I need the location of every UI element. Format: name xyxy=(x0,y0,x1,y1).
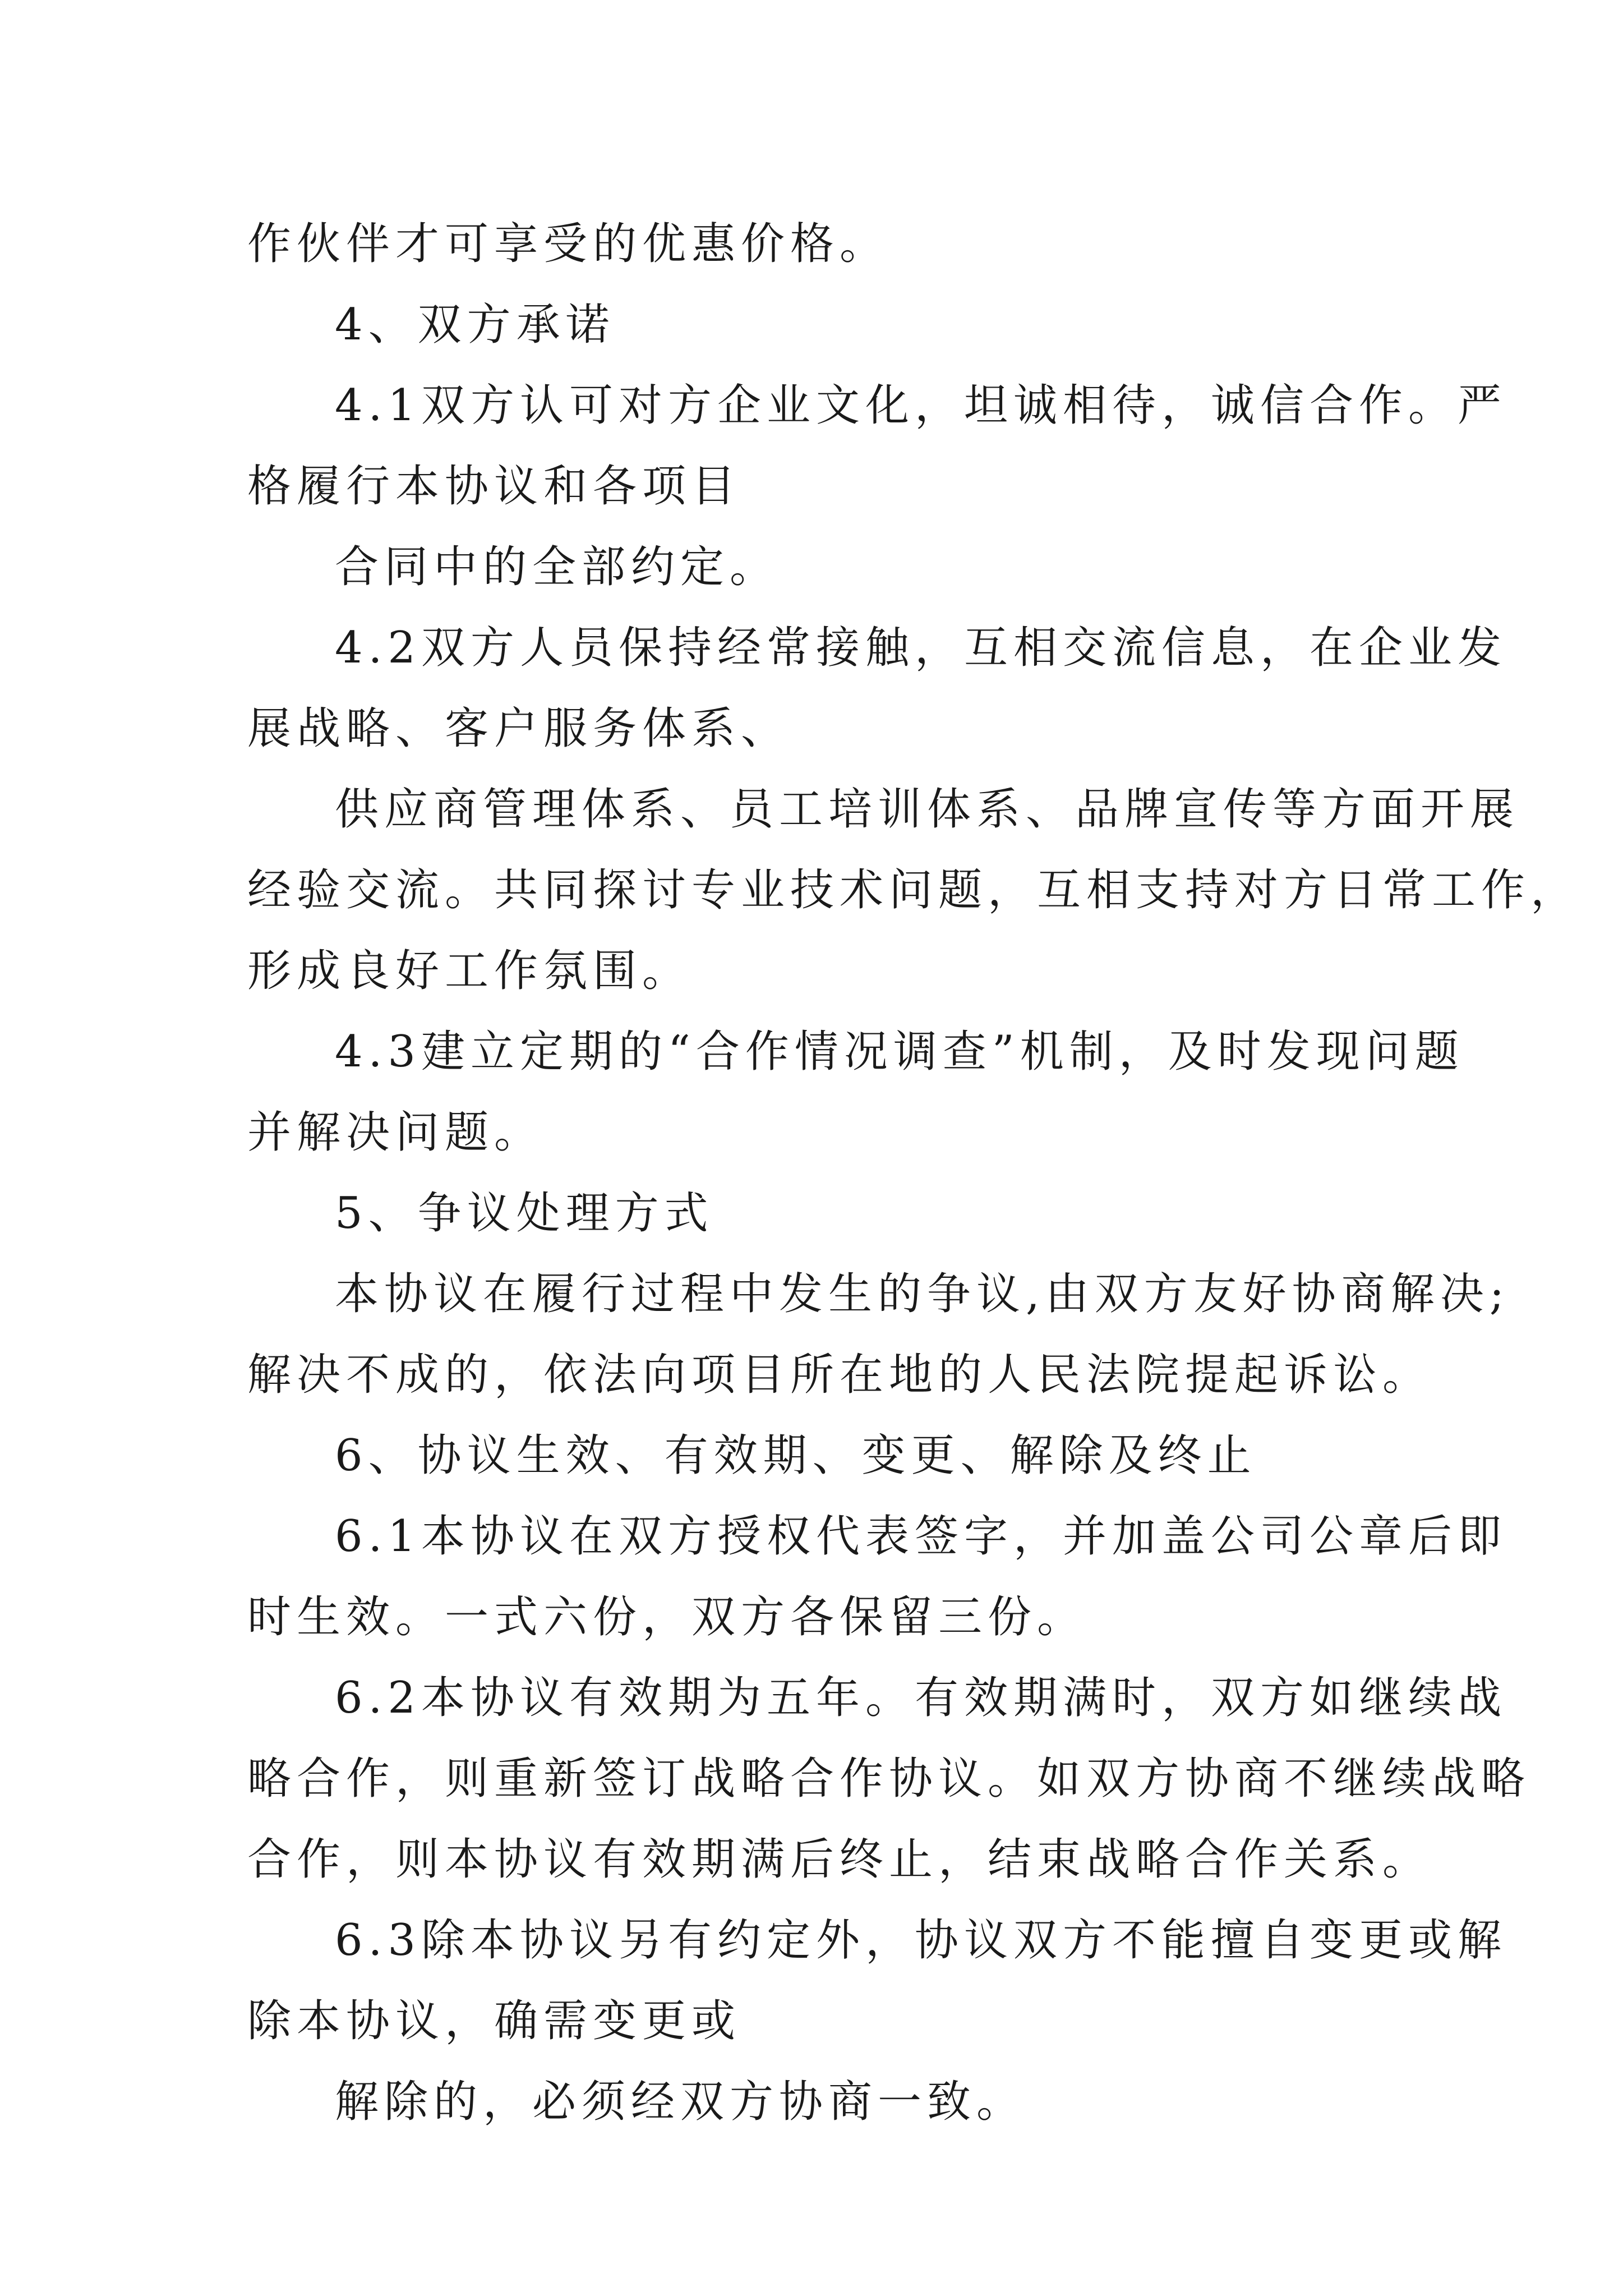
text-line: 4.1双方认可对方企业文化，坦诚相待，诚信合作。严 xyxy=(335,380,1507,431)
text-line: 合作，则本协议有效期满后终止，结束战略合作关系。 xyxy=(247,1834,1432,1885)
text-line: 4.3建立定期的“合作情况调查”机制，及时发现问题 xyxy=(335,1027,1464,1077)
document-body xyxy=(247,204,1580,2142)
text-line: 并解决问题。 xyxy=(247,1107,544,1158)
text-line: 格履行本协议和各项目 xyxy=(247,461,741,512)
text-line: 6.3除本协议另有约定外，协议双方不能擅自变更或解 xyxy=(335,1915,1507,1966)
text-line: 展战略、客户服务体系、 xyxy=(247,703,791,754)
section-heading: 4、双方承诺 xyxy=(335,300,615,350)
text-line: 经验交流。共同探讨专业技术问题，互相支持对方日常工作， xyxy=(247,865,1580,915)
text-line: 本协议在履行过程中发生的争议,由双方友好协商解决; xyxy=(335,1269,1510,1319)
text-line: 合同中的全部约定。 xyxy=(335,542,780,592)
text-line: 解决不成的，依法向项目所在地的人民法院提起诉讼。 xyxy=(247,1350,1432,1400)
text-line: 6.2本协议有效期为五年。有效期满时，双方如继续战 xyxy=(335,1673,1507,1723)
text-line: 形成良好工作氛围。 xyxy=(247,946,692,996)
text-line: 除本协议，确需变更或 xyxy=(247,1996,741,2046)
text-line: 时生效。一式六份，双方各保留三份。 xyxy=(247,1592,1087,1642)
text-line: 作伙伴才可享受的优惠价格。 xyxy=(247,219,889,269)
text-line: 4.2双方人员保持经常接触，互相交流信息，在企业发 xyxy=(335,623,1507,673)
text-line: 略合作，则重新签订战略合作协议。如双方协商不继续战略 xyxy=(247,1754,1531,1804)
text-line: 供应商管理体系、员工培训体系、品牌宣传等方面开展 xyxy=(335,784,1520,835)
text-line: 6.1本协议在双方授权代表签字，并加盖公司公章后即 xyxy=(335,1511,1507,1562)
section-heading: 6、协议生效、有效期、变更、解除及终止 xyxy=(335,1430,1257,1481)
section-heading: 5、争议处理方式 xyxy=(335,1188,714,1239)
text-line: 解除的，必须经双方协商一致。 xyxy=(335,2077,1026,2127)
